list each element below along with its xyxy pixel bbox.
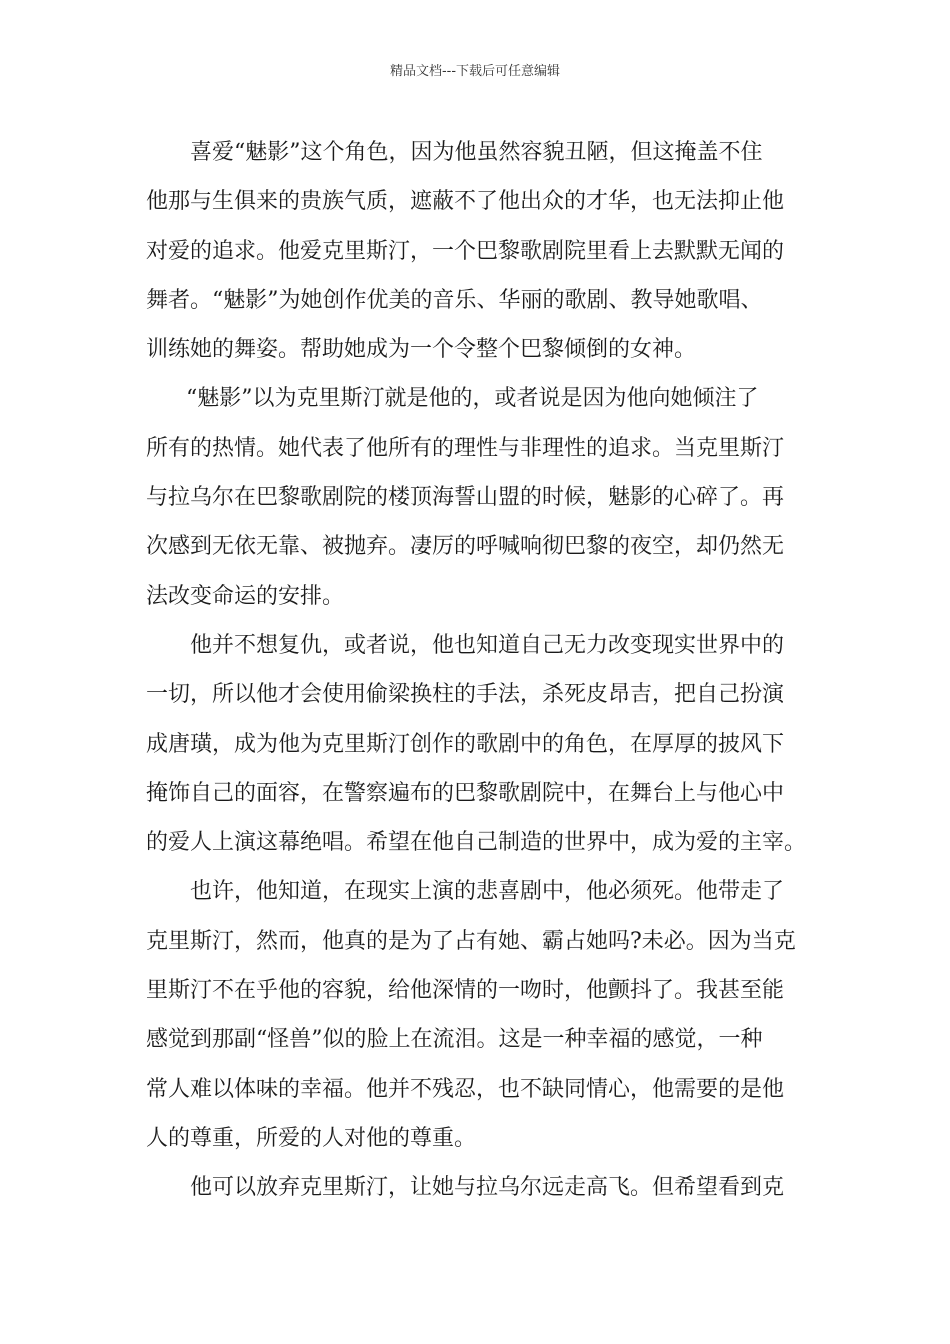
paragraph-2-line-2: 所有的热情。她代表了他所有的理性与非理性的追求。当克里斯汀 bbox=[146, 435, 785, 461]
paragraph-1-line-4: 舞者。“魅影”为她创作优美的音乐、华丽的歌剧、教导她歌唱、 bbox=[146, 287, 763, 313]
paragraph-1-line-3: 对爱的追求。他爱克里斯汀，一个巴黎歌剧院里看上去默默无闻的 bbox=[146, 238, 785, 264]
paragraph-3-line-4: 掩饰自己的面容，在警察遍布的巴黎歌剧院中，在舞台上与他心中 bbox=[146, 780, 785, 806]
paragraph-4-line-3: 里斯汀不在乎他的容貌，给他深情的一吻时，他颤抖了。我甚至能 bbox=[146, 978, 785, 1004]
paragraph-1-line-5: 训练她的舞姿。帮助她成为一个令整个巴黎倾倒的女神。 bbox=[146, 337, 697, 363]
paragraph-2-line-3: 与拉乌尔在巴黎歌剧院的楼顶海誓山盟的时候，魅影的心碎了。再 bbox=[146, 485, 785, 511]
paragraph-3-line-3: 成唐璜，成为他为克里斯汀创作的歌剧中的角色，在厚厚的披风下 bbox=[146, 731, 785, 757]
paragraph-4-line-2: 克里斯汀，然而，他真的是为了占有她、霸占她吗?未必。因为当克 bbox=[146, 928, 796, 954]
paragraph-4-line-4: 感觉到那副“怪兽”似的脸上在流泪。这是一种幸福的感觉，一种 bbox=[146, 1027, 763, 1053]
paragraph-3-line-5: 的爱人上演这幕绝唱。希望在他自己制造的世界中，成为爱的主宰。 bbox=[146, 830, 807, 856]
paragraph-2-line-1: “魅影”以为克里斯汀就是他的，或者说是因为他向她倾注了 bbox=[186, 386, 759, 412]
paragraph-5-line-1: 他可以放弃克里斯汀，让她与拉乌尔远走高飞。但希望看到克 bbox=[190, 1175, 785, 1201]
paragraph-2-line-5: 法改变命运的安排。 bbox=[146, 583, 345, 609]
paragraph-4-line-1: 也许，他知道，在现实上演的悲喜剧中，他必须死。他带走了 bbox=[190, 879, 785, 905]
paragraph-1-line-1: 喜爱“魅影”这个角色，因为他虽然容貌丑陋，但这掩盖不住 bbox=[190, 140, 763, 165]
paragraph-4-line-5: 常人难以体味的幸福。他并不残忍，也不缺同情心，他需要的是他 bbox=[146, 1076, 785, 1102]
paragraph-1-line-2: 他那与生俱来的贵族气质，遮蔽不了他出众的才华，也无法抑止他 bbox=[146, 189, 785, 215]
page-header: 精品文档---下载后可任意编辑 bbox=[389, 64, 561, 79]
paragraph-3-line-1: 他并不想复仇，或者说，他也知道自己无力改变现实世界中的 bbox=[190, 632, 785, 658]
paragraph-2-line-4: 次感到无依无靠、被抛弃。凄厉的呼喊响彻巴黎的夜空，却仍然无 bbox=[146, 534, 785, 560]
paragraph-4-line-6: 人的尊重，所爱的人对他的尊重。 bbox=[146, 1125, 477, 1151]
paragraph-3-line-2: 一切，所以他才会使用偷梁换柱的手法，杀死皮昂吉，把自己扮演 bbox=[146, 682, 785, 708]
document-body bbox=[146, 128, 809, 1213]
